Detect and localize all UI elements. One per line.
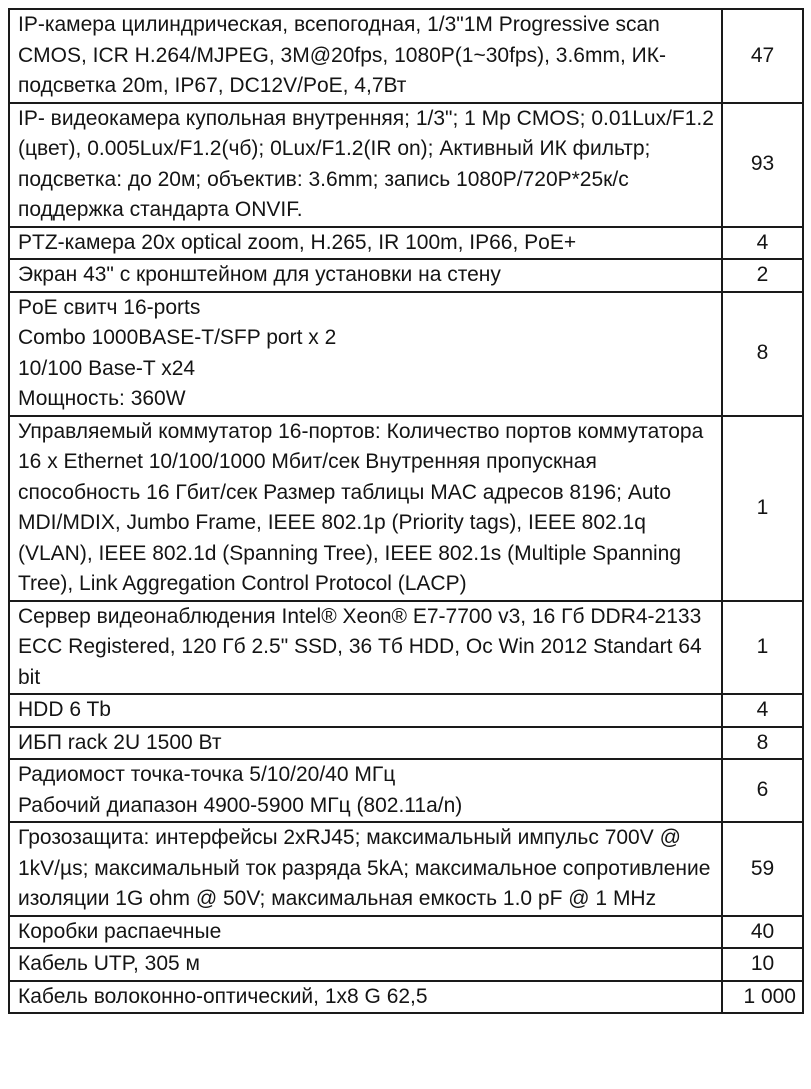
item-quantity-cell: 2 [722,259,803,292]
table-row [9,416,803,601]
table-row [9,292,803,416]
item-quantity-cell: 4 [722,227,803,260]
item-quantity-cell: 1 000 [722,981,803,1014]
item-quantity-cell: 6 [722,759,803,822]
item-description-cell: ИБП rack 2U 1500 Вт [9,727,722,760]
table-row [9,822,803,916]
item-description-cell: Коробки распаечные [9,916,722,949]
table-body [9,9,803,1013]
item-quantity-cell: 40 [722,916,803,949]
item-description-cell: PoE свитч 16-ports Combo 1000BASE-T/SFP port x 2 10/100 Base-T x24 Мощность: 360W [9,292,722,416]
item-quantity-cell: 10 [722,948,803,981]
item-quantity-cell: 8 [722,292,803,416]
item-quantity-cell: 1 [722,601,803,695]
table-row [9,981,803,1014]
table-row [9,759,803,822]
table-row [9,259,803,292]
item-quantity-cell: 59 [722,822,803,916]
item-description-cell: IP-камера цилиндрическая, всепогодная, 1/3"1M Progressive scan CMOS, ICR H.264/MJPEG, 3M@20fps, 1080P(1~30fps), 3.6mm, ИК-подсветка 20m, IP67, DC12V/PoE, 4,7Вт [9,9,722,103]
item-quantity-cell: 4 [722,694,803,727]
item-quantity-cell: 1 [722,416,803,601]
item-description-cell: Экран 43" с кронштейном для установки на стену [9,259,722,292]
item-description-cell: IP- видеокамера купольная внутренняя; 1/3"; 1 Mp CMOS; 0.01Lux/F1.2 (цвет), 0.005Lux/F1.2(чб); 0Lux/F1.2(IR on); Активный ИК фильтр; подсветка: до 20м; объектив: 3.6mm; запись 1080P/720P*25к/с поддержка стандарта ONVIF. [9,103,722,227]
item-description-cell: Кабель волоконно-оптический, 1x8 G 62,5 [9,981,722,1014]
table-row [9,916,803,949]
equipment-table [8,8,804,1014]
item-description-cell: Сервер видеонаблюдения Intel® Xeon® E7-7700 v3, 16 Гб DDR4-2133 ECC Registered, 120 Гб 2.5" SSD, 36 Тб HDD, Ос Win 2012 Standart 64 bit [9,601,722,695]
item-description-cell: Грозозащита: интерфейсы 2xRJ45; максимальный импульс 700V @ 1kV/µs; максимальный ток разряда 5kA; максимальное сопротивление изоляции 1G ohm @ 50V; максимальная емкость 1.0 pF @ 1 MHz [9,822,722,916]
table-row [9,727,803,760]
item-description-cell: Управляемый коммутатор 16-портов: Количество портов коммутатора 16 x Ethernet 10/100/1000 Мбит/сек Внутренняя пропускная способность 16 Гбит/сек Размер таблицы MAC адресов 8196; Auto MDI/MDIX, Jumbo Frame, IEEE 802.1p (Priority tags), IEEE 802.1q (VLAN), IEEE 802.1d (Spanning Tree), IEEE 802.1s (Multiple Spanning Tree), Link Aggregation Control Protocol (LACP) [9,416,722,601]
item-quantity-cell: 8 [722,727,803,760]
item-description-cell: Радиомост точка-точка 5/10/20/40 МГц Рабочий диапазон 4900-5900 МГц (802.11a/n) [9,759,722,822]
item-description-cell: PTZ-камера 20x optical zoom, H.265, IR 100m, IP66, PoE+ [9,227,722,260]
item-quantity-cell: 93 [722,103,803,227]
item-quantity-cell: 47 [722,9,803,103]
table-row [9,601,803,695]
item-description-cell: Кабель UTP, 305 м [9,948,722,981]
table-row [9,948,803,981]
item-description-cell: HDD 6 Tb [9,694,722,727]
table-row [9,227,803,260]
table-row [9,9,803,103]
table-row [9,103,803,227]
table-row [9,694,803,727]
